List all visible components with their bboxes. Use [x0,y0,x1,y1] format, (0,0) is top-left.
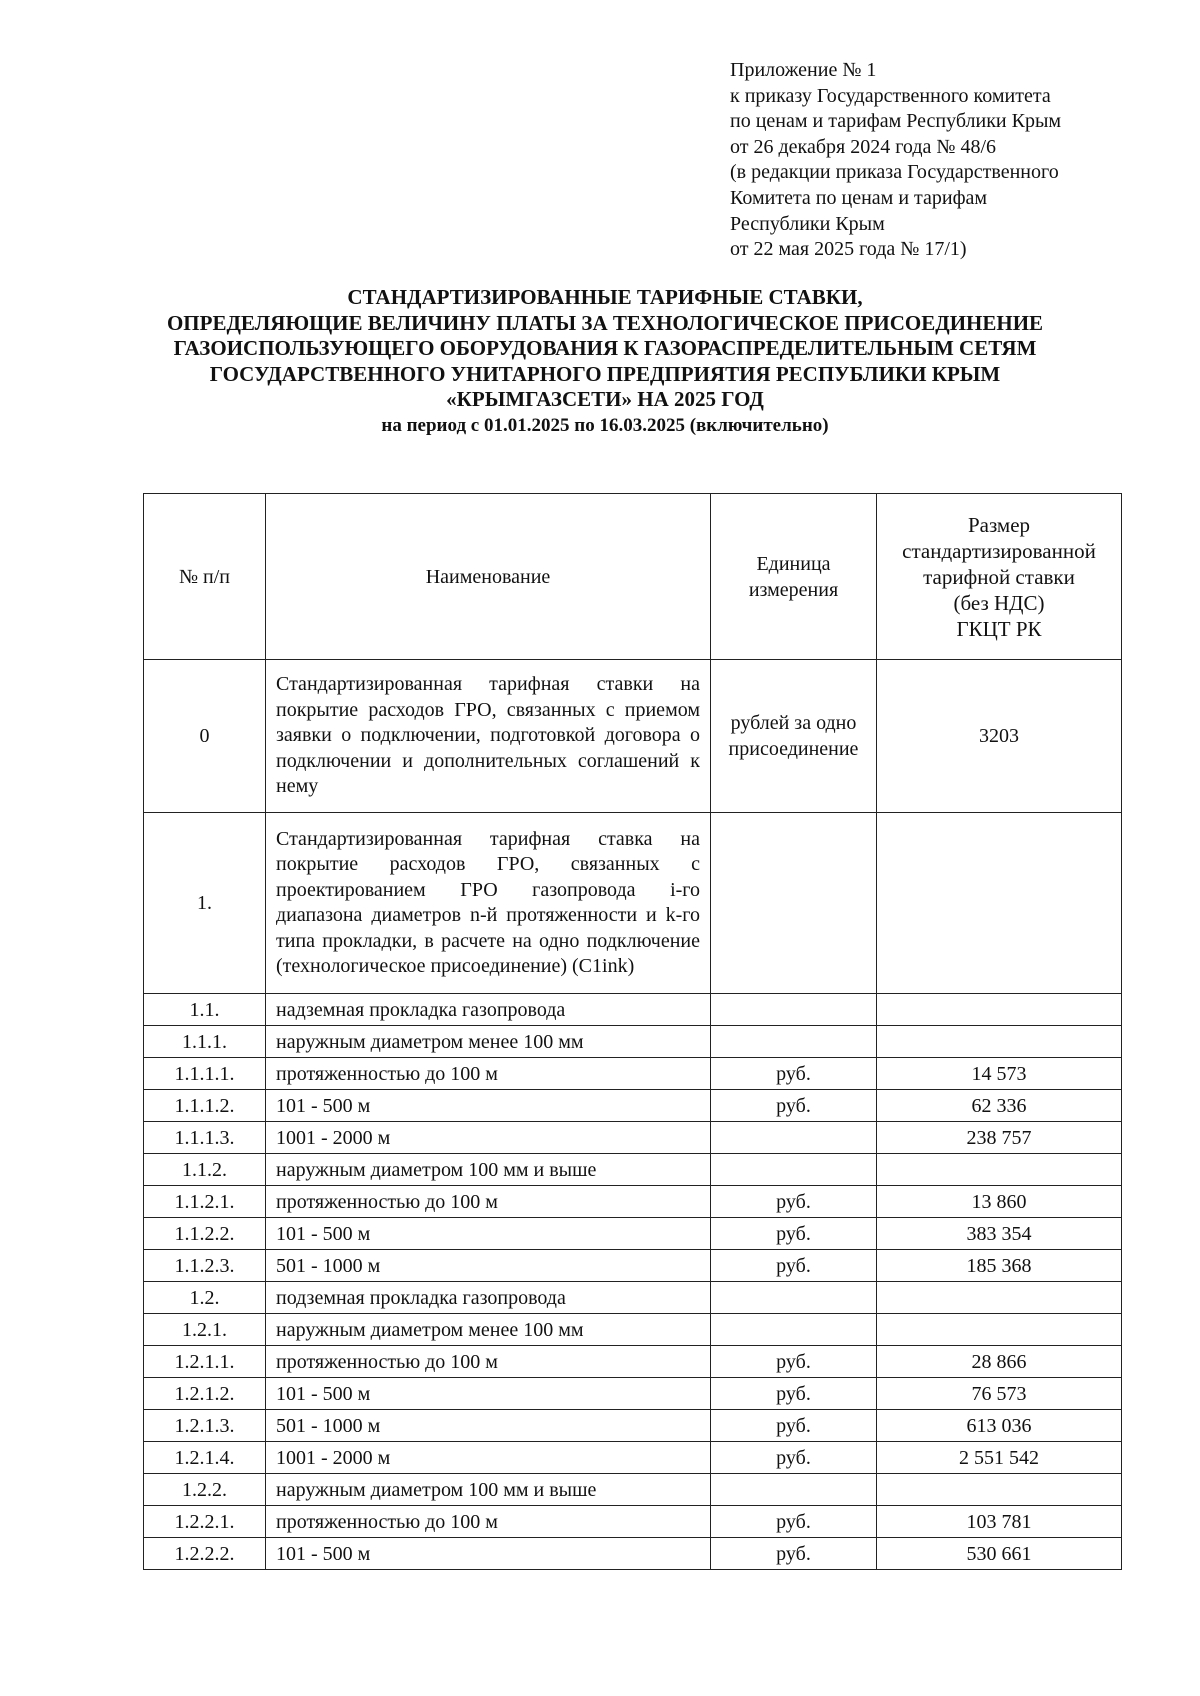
row-num: 1.2.1.4. [144,1442,266,1474]
row-num: 1.1.1.3. [144,1122,266,1154]
title-line: ГАЗОИСПОЛЬЗУЮЩЕГО ОБОРУДОВАНИЯ К ГАЗОРАСПРЕДЕЛИТЕЛЬНЫМ СЕТЯМ [173,336,1037,360]
row-value [877,813,1122,994]
row-name: протяженностью до 100 м [266,1346,711,1378]
row-name: 101 - 500 м [266,1378,711,1410]
row-unit: руб. [711,1090,877,1122]
title-period: на период с 01.01.2025 по 16.03.2025 (включительно) [381,414,829,436]
row-unit [711,1154,877,1186]
table-row [144,1218,1122,1250]
header-value-line: Размер [967,512,1031,537]
title-line: СТАНДАРТИЗИРОВАННЫЕ ТАРИФНЫЕ СТАВКИ, [347,285,863,309]
row-value: 103 781 [877,1506,1122,1538]
annex-line: Комитета по ценам и тарифам [730,186,988,209]
annex-line: (в редакции приказа Государственного [730,161,1059,184]
row-value: 13 860 [877,1186,1122,1218]
row-name: наружным диаметром менее 100 мм [266,1026,711,1058]
row-num: 1.1.2.2. [144,1218,266,1250]
table-row [144,1090,1122,1122]
row-num: 1.2.1.1. [144,1346,266,1378]
row-unit [711,1122,877,1154]
row-value [877,1026,1122,1058]
header-value-line: (без НДС) [953,590,1045,615]
row-value [877,994,1122,1026]
row-num: 1.1. [144,994,266,1026]
header-value-line: тарифной ставки [923,564,1075,589]
header-name: Наименование [266,494,711,660]
table-row [144,1186,1122,1218]
table-row [144,1506,1122,1538]
row-unit: руб. [711,1058,877,1090]
row-unit [711,994,877,1026]
title-line: «КРЫМГАЗСЕТИ» НА 2025 ГОД [446,387,764,411]
table-row [144,1154,1122,1186]
row-name: 501 - 1000 м [266,1410,711,1442]
header-unit-line: измерения [748,578,839,601]
table-header-row [144,494,1122,660]
row-value [877,1314,1122,1346]
table-row [144,1282,1122,1314]
row-value: 185 368 [877,1250,1122,1282]
annex-line: Республики Крым [730,212,885,235]
title-line: ГОСУДАРСТВЕННОГО УНИТАРНОГО ПРЕДПРИЯТИЯ РЕСПУБЛИКИ КРЫМ [209,361,1001,386]
row-value: 530 661 [877,1538,1122,1570]
row-unit: руб. [711,1218,877,1250]
row-num: 1.1.2. [144,1154,266,1186]
row-name: 101 - 500 м [266,1218,711,1250]
row-name: подземная прокладка газопровода [266,1282,711,1314]
table-row [144,1122,1122,1154]
annex-line: по ценам и тарифам Республики Крым [730,110,1062,133]
title-line: ОПРЕДЕЛЯЮЩИЕ ВЕЛИЧИНУ ПЛАТЫ ЗА ТЕХНОЛОГИЧЕСКОЕ ПРИСОЕДИНЕНИЕ [166,310,1044,335]
row-value: 613 036 [877,1410,1122,1442]
row-name: 101 - 500 м [266,1538,711,1570]
row-unit-line: присоединение [728,738,859,760]
row-unit: руб. [711,1442,877,1474]
row-name: наружным диаметром менее 100 мм [266,1314,711,1346]
row-num: 0 [144,660,266,813]
row-name: 101 - 500 м [266,1090,711,1122]
row-unit [711,1026,877,1058]
row-unit: руб. [711,1538,877,1570]
table-row [144,1314,1122,1346]
row-unit [711,1282,877,1314]
row-unit [711,1474,877,1506]
header-value-line: стандартизированной [902,538,1096,563]
row-num: 1.2.1. [144,1314,266,1346]
annex-line: Приложение № 1 [730,59,877,81]
row-value: 383 354 [877,1218,1122,1250]
row-num: 1.1.1. [144,1026,266,1058]
table-row [144,813,1122,994]
row-value [877,1282,1122,1314]
table-row [144,1026,1122,1058]
row-unit: руб. [711,1410,877,1442]
row-name: протяженностью до 100 м [266,1058,711,1090]
row-name: Стандартизированная тарифная ставки на покрытие расходов ГРО, связанных с приемом заявки о подключении, подготовкой договора о подключении и дополнительных соглашений к нему [266,660,711,813]
header-unit-line: Единица [756,552,831,575]
row-num: 1.2.2.1. [144,1506,266,1538]
table-row [144,1442,1122,1474]
table-row [144,1378,1122,1410]
row-value: 76 573 [877,1378,1122,1410]
row-name: протяженностью до 100 м [266,1506,711,1538]
row-value: 3203 [877,660,1122,813]
row-name: 1001 - 2000 м [266,1442,711,1474]
annex-reference [730,58,1170,263]
row-unit: руб. [711,1250,877,1282]
row-name: протяженностью до 100 м [266,1186,711,1218]
row-name: надземная прокладка газопровода [266,994,711,1026]
row-num: 1.1.2.1. [144,1186,266,1218]
row-num: 1.2.1.3. [144,1410,266,1442]
row-unit [711,660,877,813]
row-unit: руб. [711,1378,877,1410]
row-num: 1.2.2.2. [144,1538,266,1570]
row-value [877,1154,1122,1186]
table-row [144,1058,1122,1090]
row-value [877,1474,1122,1506]
row-num: 1.2.2. [144,1474,266,1506]
row-unit [711,813,877,994]
header-unit [711,494,877,660]
row-unit: руб. [711,1346,877,1378]
header-value-line: ГКЦТ РК [956,616,1042,641]
row-unit [711,1314,877,1346]
table-row [144,1410,1122,1442]
document-title [140,285,1070,438]
table-row [144,660,1122,813]
annex-line: от 26 декабря 2024 года № 48/6 [730,135,997,158]
row-value: 62 336 [877,1090,1122,1122]
row-unit: руб. [711,1186,877,1218]
table-row [144,1538,1122,1570]
tariff-table [143,493,1122,1570]
row-num: 1.1.2.3. [144,1250,266,1282]
row-num: 1. [144,813,266,994]
row-num: 1.2.1.2. [144,1378,266,1410]
table-row [144,1346,1122,1378]
row-unit-line: рублей за одно [730,712,857,734]
row-name: 501 - 1000 м [266,1250,711,1282]
row-num: 1.2. [144,1282,266,1314]
row-name: наружным диаметром 100 мм и выше [266,1154,711,1186]
table-row [144,1474,1122,1506]
row-num: 1.1.1.1. [144,1058,266,1090]
row-name: наружным диаметром 100 мм и выше [266,1474,711,1506]
row-name: Стандартизированная тарифная ставка на покрытие расходов ГРО, связанных с проектированием ГРО газопровода i-го диапазона диаметров n-й протяженности и k-го типа прокладки, в расчете на одно подключение (технологическое присоединение) (C1ink) [266,813,711,994]
row-value: 14 573 [877,1058,1122,1090]
row-value: 28 866 [877,1346,1122,1378]
header-value [877,494,1122,660]
row-num: 1.1.1.2. [144,1090,266,1122]
header-num: № п/п [144,494,266,660]
table-row [144,994,1122,1026]
table-row [144,1250,1122,1282]
row-name: 1001 - 2000 м [266,1122,711,1154]
row-value: 238 757 [877,1122,1122,1154]
annex-line: от 22 мая 2025 года № 17/1) [730,238,967,261]
annex-line: к приказу Государственного комитета [730,84,1051,107]
row-unit: руб. [711,1506,877,1538]
row-value: 2 551 542 [877,1442,1122,1474]
